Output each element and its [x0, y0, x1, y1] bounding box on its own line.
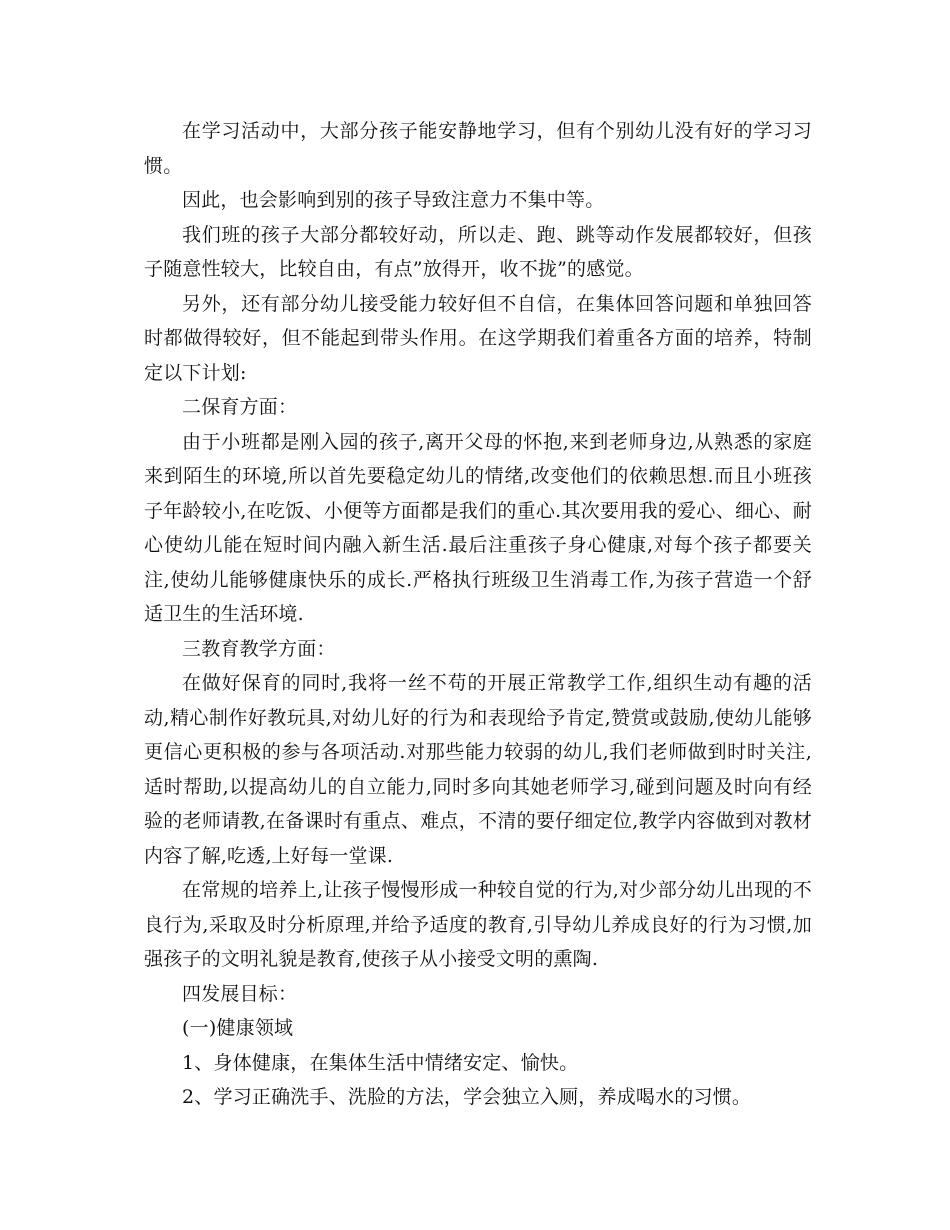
paragraph-learning-habits: 在学习活动中，大部分孩子能安静地学习，但有个别幼儿没有好的学习习惯。 [144, 120, 812, 177]
subsection-heading-health: (一)健康领域 [182, 1017, 294, 1039]
paragraph-motor-development: 我们班的孩子大部分都较好动，所以走、跑、跳等动作发展都较好，但孩子随意性较大，比较自由，有点”放得开，收不拢”的感觉。 [144, 223, 812, 280]
goal-item-2: 2、学习正确洗手、洗脸的方法，学会独立入厕，养成喝水的习惯。 [182, 1086, 752, 1108]
document-body [144, 114, 812, 1115]
paragraph-attention-impact: 因此，也会影响到别的孩子导致注意力不集中等。 [182, 189, 605, 211]
goal-item-1: 1、身体健康，在集体生活中情绪安定、愉快。 [182, 1051, 579, 1074]
paragraph-teaching-details: 在做好保育的同时,我将一丝不苟的开展正常教学工作,组织生动有趣的活动,精心制作好教玩具,对幼儿好的行为和表现给予肯定,赞赏或鼓励,使幼儿能够更信心更积极的参与各项活动.对那些能力较弱的幼儿,我们老师做到时时关注,适时帮助,以提高幼儿的自立能力,同时多向其她老师学习,碰到问题及时向有经验的老师请教,在备课时有重点、难点，不清的要仔细定位,教学内容做到对教材内容了解,吃透,上好每一堂课. [144, 672, 812, 867]
section-heading-goals: 四发展目标： [182, 982, 298, 1005]
section-heading-care: 二保育方面： [182, 396, 298, 418]
paragraph-confidence-plan: 另外，还有部分幼儿接受能力较好但不自信，在集体回答问题和单独回答时都做得较好，但不能起到带头作用。在这学期我们着重各方面的培养，特制定以下计划: [144, 292, 812, 384]
section-heading-teaching: 三教育教学方面： [182, 637, 336, 660]
paragraph-routine-training: 在常规的培养上,让孩子慢慢形成一种较自觉的行为,对少部分幼儿出现的不良行为,采取及时分析原理,并给予适度的教育,引导幼儿养成良好的行为习惯,加强孩子的文明礼貌是教育,使孩子从小接受文明的熏陶. [144, 879, 812, 970]
paragraph-care-details: 由于小班都是刚入园的孩子,离开父母的怀抱,来到老师身边,从熟悉的家庭来到陌生的环境,所以首先要稳定幼儿的情绪,改变他们的依赖思想.而且小班孩子年龄较小,在吃饭、小便等方面都是我们的重心.其次要用我的爱心、细心、耐心使幼儿能在短时间内融入新生活.最后注重孩子身心健康,对每个孩子都要关注,使幼儿能够健康快乐的成长.严格执行班级卫生消毒工作,为孩子营造一个舒适卫生的生活环境. [144, 430, 812, 625]
